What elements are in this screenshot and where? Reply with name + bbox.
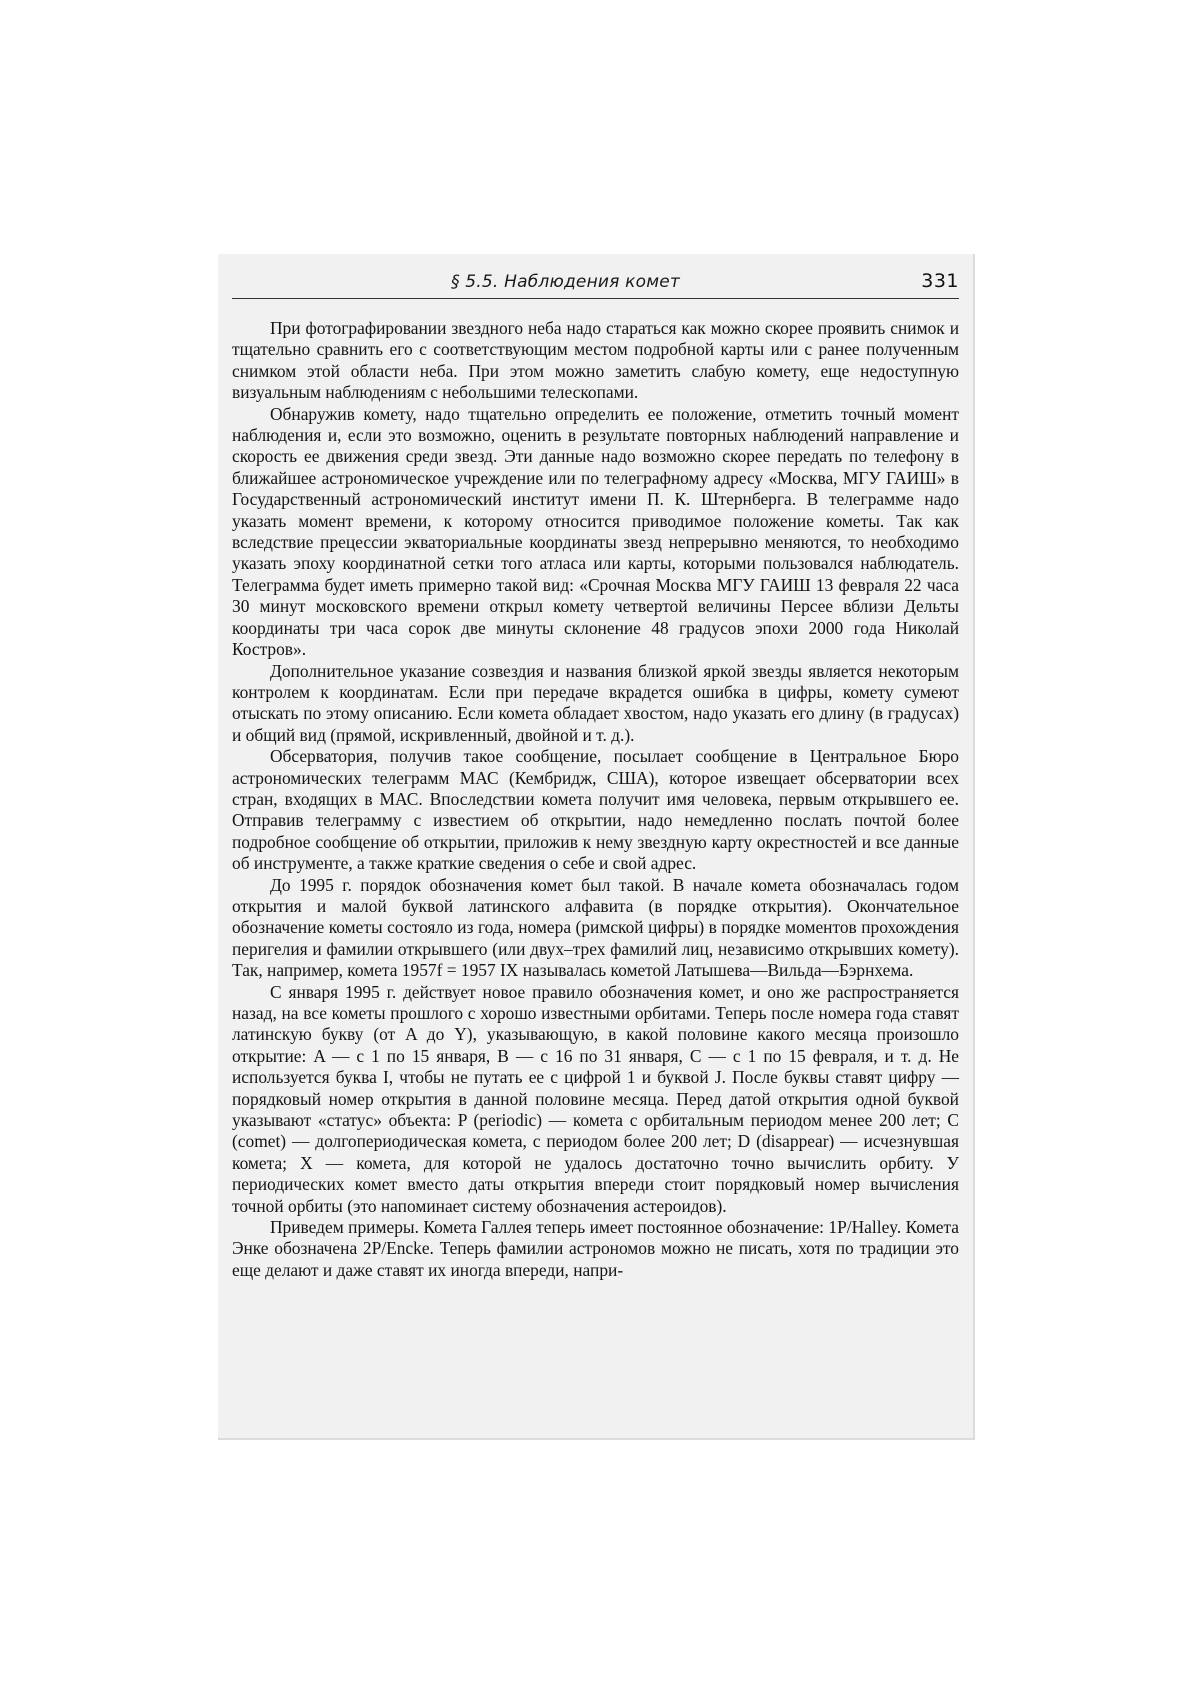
paragraph: До 1995 г. порядок обозначения комет был такой. В начале комета обозначалась годом открытия и малой буквой латинского алфавита (в порядке открытия). Окончательное обозначение кометы состояло из года, номера (римской цифры) в порядке моментов прохождения перигелия и фамилии открывшего (или двух–трех фамилий лиц, независимо открывших комету). Так, например, комета 1957f = 1957 IX называлась кометой Латышева—Вильда—Бэрнхема.: [232, 874, 959, 981]
paragraph: Обнаружив комету, надо тщательно определить ее положение, отметить точный момент наблюдения и, если это возможно, оценить в результате повторных наблюдений направление и скорость ее движения среди звезд. Эти данные надо возможно скорее передать по телефону в ближайшее астрономическое учреждение или по телеграфному адресу «Москва, МГУ ГАИШ» в Государственный астрономический институт имени П. К. Штернберга. В телеграмме надо указать момент времени, к которому относится приводимое положение кометы. Так как вследствие прецессии экваториальные координаты звезд непрерывно меняются, то необходимо указать эпоху координатной сетки того атласа или карты, которыми пользовался наблюдатель. Телеграмма будет иметь примерно такой вид: «Срочная Москва МГУ ГАИШ 13 февраля 22 часа 30 минут московского времени открыл комету четвертой величины Персее вблизи Дельты координаты три часа сорок две минуты склонение 48 градусов эпохи 2000 года Николай Костров».: [232, 403, 959, 660]
paragraph: При фотографировании звездного неба надо стараться как можно скорее проявить снимок и тщательно сравнить его с соответствующим местом подробной карты или с ранее полученным снимком этой области неба. При этом можно заметить слабую комету, еще недоступную визуальным наблюдениям с небольшими телескопами.: [232, 318, 959, 403]
page-header: [232, 272, 959, 299]
paragraph: Обсерватория, получив такое сообщение, посылает сообщение в Центральное Бюро астрономических телеграмм МАС (Кембридж, США), которое извещает обсерватории всех стран, входящих в МАС. Впоследствии комета получит имя человека, первым открывшего ее. Отправив телеграмму с известием об открытии, надо немедленно послать почтой более подробное сообщение об открытии, приложив к нему звездную карту окрестностей и все данные об инструменте, а также краткие сведения о себе и свой адрес.: [232, 746, 959, 874]
page-number: 331: [921, 270, 959, 292]
paragraph: С января 1995 г. действует новое правило обозначения комет, и оно же распространяется назад, на все кометы прошлого с хорошо известными орбитами. Теперь после номера года ставят латинскую букву (от A до Y), указывающую, в какой половине какого месяца произошло открытие: A — с 1 по 15 января, B — с 16 по 31 января, C — с 1 по 15 февраля, и т. д. Не используется буква I, чтобы не путать ее с цифрой 1 и буквой J. После буквы ставят цифру — порядковый номер открытия в данной половине месяца. Перед датой открытия одной буквой указывают «статус» объекта: P (periodic) — комета с орбитальным периодом менее 200 лет; C (comet) — долгопериодическая комета, с периодом более 200 лет; D (disappear) — исчезнувшая комета; X — комета, для которой не удалось достаточно точно вычислить орбиту. У периодических комет вместо даты открытия впереди стоит порядковый номер вычисления точной орбиты (это напоминает систему обозначения астероидов).: [232, 981, 959, 1216]
running-head: § 5.5. Наблюдения комет: [450, 272, 681, 292]
paragraph: Дополнительное указание созвездия и названия близкой яркой звезды является некоторым контролем к координатам. Если при передаче вкрадется ошибка в цифры, комету сумеют отыскать по этому описанию. Если комета обладает хвостом, надо указать его длину (в градусах) и общий вид (прямой, искривленный, двойной и т. д.).: [232, 660, 959, 745]
scanned-page: [218, 254, 975, 1440]
body-text: [232, 318, 959, 1281]
paragraph: Приведем примеры. Комета Галлея теперь имеет постоянное обозначение: 1P/Halley. Комета Энке обозначена 2P/Encke. Теперь фамилии астрономов можно не писать, хотя по традиции это еще делают и даже ставят их иногда впереди, напри-: [232, 1217, 959, 1280]
